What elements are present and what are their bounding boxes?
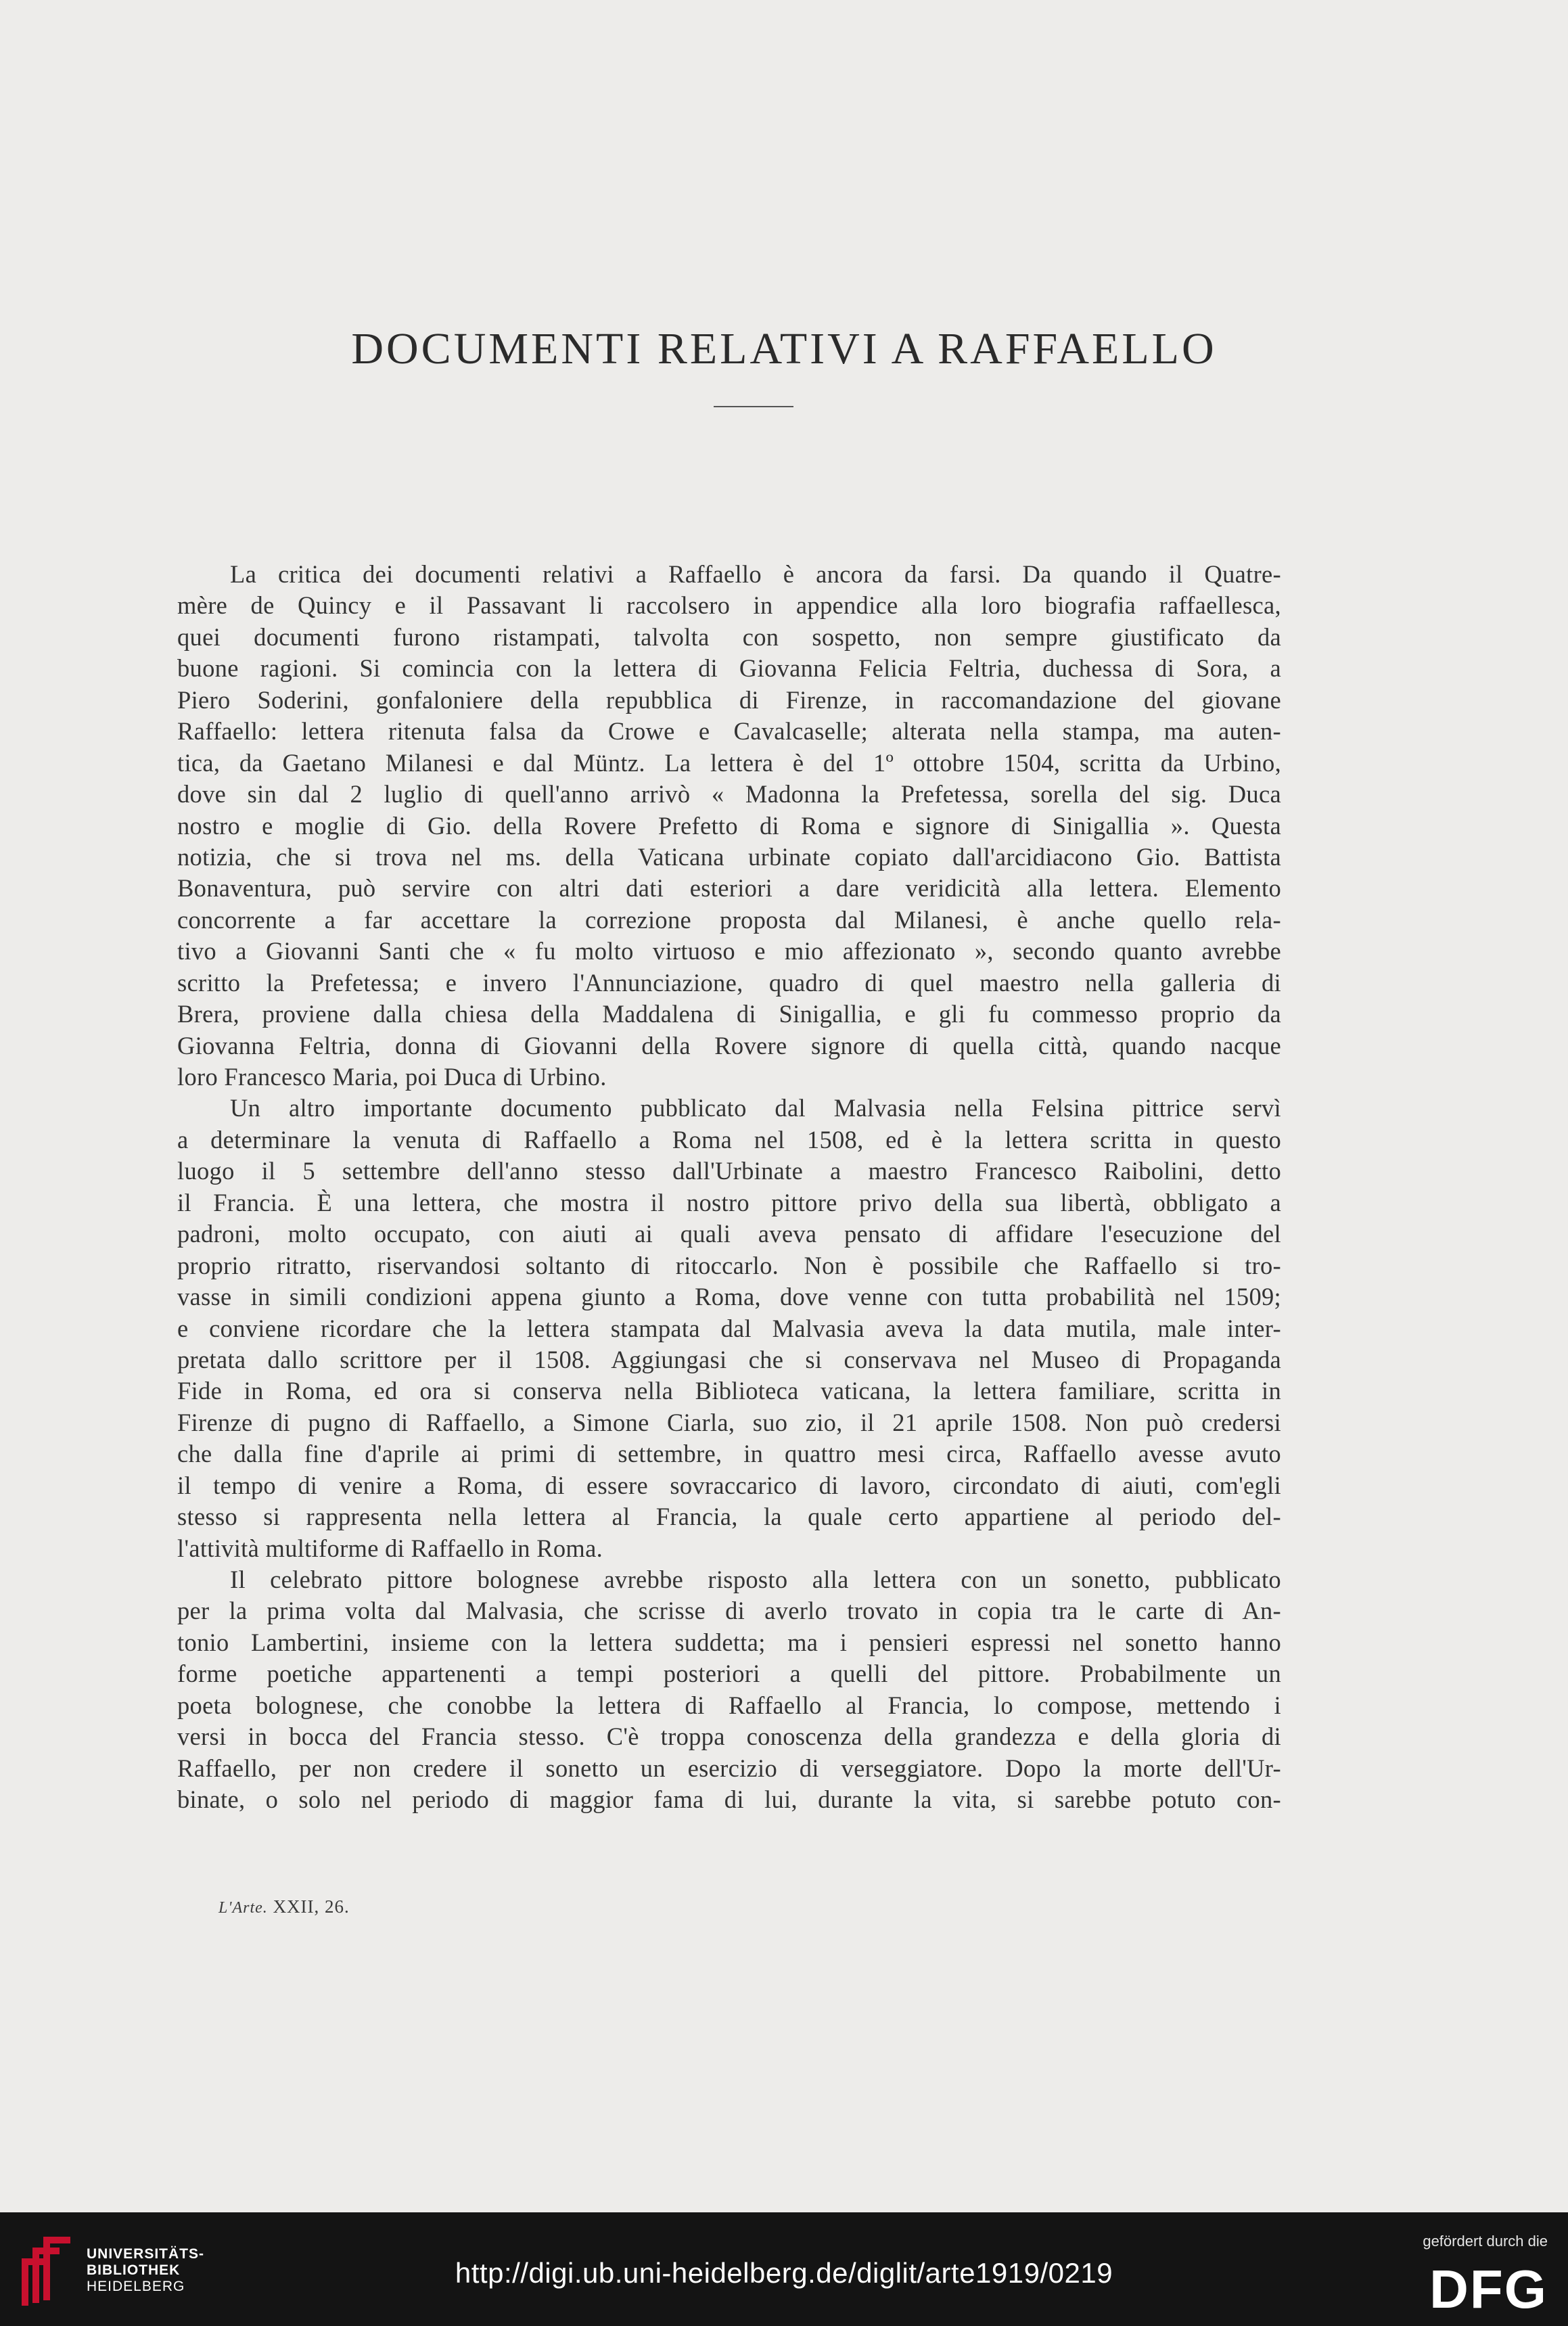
text-line: notizia, che si trova nel ms. della Vaticana urbinate copiato dall'arcidiacono Gio. Battista [177, 842, 1281, 871]
text-line: Fide in Roma, ed ora si conserva nella Biblioteca vaticana, la lettera familiare, scritta in [177, 1377, 1281, 1405]
text-line: Bonaventura, può servire con altri dati esteriori a dare veridicità alla lettera. Elemento [177, 874, 1281, 903]
text-line: che dalla fine d'aprile ai primi di settembre, in quattro mesi circa, Raffaello avesse avuto [177, 1440, 1281, 1468]
text-line: Firenze di pugno di Raffaello, a Simone Ciarla, suo zio, il 21 aprile 1508. Non può credersi [177, 1408, 1281, 1436]
text-line: dove sin dal 2 luglio di quell'anno arrivò « Madonna la Prefetessa, sorella del sig. Duca [177, 780, 1281, 808]
text-line: Raffaello: lettera ritenuta falsa da Crowe e Cavalcaselle; alterata nella stampa, ma auten- [177, 717, 1281, 746]
dfg-logo: DFG [1429, 2259, 1548, 2319]
text-line: padroni, molto occupato, con aiuti ai quali aveva pensato di affidare l'esecuzione del [177, 1220, 1281, 1248]
title-rule [714, 406, 793, 407]
page-title: DOCUMENTI RELATIVI A RAFFAELLO [351, 324, 1217, 373]
text-line: tica, da Gaetano Milanesi e dal Müntz. La lettera è del 1º ottobre 1504, scritta da Urbino, [177, 748, 1281, 777]
text-line: il tempo di venire a Roma, di essere sovraccarico di lavoro, circondato di aiuti, com'egli [177, 1471, 1281, 1499]
text-line: tonio Lambertini, insieme con la lettera suddetta; ma i pensieri espressi nel sonetto hanno [177, 1628, 1281, 1656]
permalink-url[interactable]: http://digi.ub.uni-heidelberg.de/diglit/arte1919/0219 [455, 2257, 1113, 2289]
journal-name: L'Arte. [218, 1899, 268, 1917]
text-line: concorrente a far accettare la correzione proposta dal Milanesi, è anche quello rela- [177, 905, 1281, 934]
text-line: Un altro importante documento pubblicato dal Malvasia nella Felsina pittrice servì [230, 1094, 1281, 1122]
text-line: loro Francesco Maria, poi Duca di Urbino. [177, 1063, 607, 1091]
text-line: luogo il 5 settembre dell'anno stesso dall'Urbinate a maestro Francesco Raibolini, detto [177, 1157, 1281, 1185]
text-line: l'attività multiforme di Raffaello in Roma. [177, 1534, 603, 1562]
journal-volume: XXII, 26. [273, 1896, 350, 1917]
text-line: quei documenti furono ristampati, talvolta con sospetto, non sempre giustificato da [177, 622, 1281, 651]
digitization-banner [0, 2212, 1568, 2326]
text-line: Giovanna Feltria, donna di Giovanni della Rovere signore di quella città, quando nacque [177, 1031, 1281, 1059]
text-line: poeta bolognese, che conobbe la lettera di Raffaello al Francia, lo compose, mettendo i [177, 1691, 1281, 1719]
text-line: pretata dallo scrittore per il 1508. Aggiungasi che si conservava nel Museo di Propaganda [177, 1345, 1281, 1373]
text-line: e conviene ricordare che la lettera stampata dal Malvasia aveva la data mutila, male inter- [177, 1314, 1281, 1342]
text-line: La critica dei documenti relativi a Raffaello è ancora da farsi. Da quando il Quatre- [230, 560, 1281, 588]
text-line: binate, o solo nel periodo di maggior fama di lui, durante la vita, si sarebbe potuto con- [177, 1785, 1281, 1814]
text-line: per la prima volta dal Malvasia, che scrisse di averlo trovato in copia tra le carte di An- [177, 1597, 1281, 1625]
text-line: versi in bocca del Francia stesso. C'è troppa conoscenza della grandezza e della gloria di [177, 1723, 1281, 1751]
funding-note: gefördert durch die [1423, 2233, 1548, 2250]
text-line: scritto la Prefetessa; e invero l'Annunciazione, quadro di quel maestro nella galleria di [177, 968, 1281, 997]
signature-mark [218, 1896, 350, 1917]
text-line: vasse in simili condizioni appena giunto a Roma, dove venne con tutta probabilità nel 1509; [177, 1283, 1281, 1311]
body-text [177, 559, 1281, 1816]
text-line: a determinare la venuta di Raffaello a Roma nel 1508, ed è la lettera scritta in questo [177, 1125, 1281, 1154]
text-line: il Francia. È una lettera, che mostra il nostro pittore privo della sua libertà, obbligato a [177, 1188, 1281, 1216]
text-line: Il celebrato pittore bolognese avrebbe risposto alla lettera con un sonetto, pubblicato [230, 1566, 1281, 1593]
text-line: buone ragioni. Si comincia con la lettera di Giovanna Felicia Feltria, duchessa di Sora, a [177, 654, 1281, 683]
library-name: UNIVERSITÄTS- BIBLIOTHEK HEIDELBERG [87, 2246, 205, 2294]
text-line: tivo a Giovanni Santi che « fu molto virtuoso e mio affezionato », secondo quanto avrebbe [177, 937, 1281, 965]
text-line: mère de Quincy e il Passavant li raccolsero in appendice alla loro biografia raffaellesca, [177, 591, 1281, 620]
text-line: nostro e moglie di Gio. della Rovere Prefetto di Roma e signore di Sinigallia ». Questa [177, 811, 1281, 840]
text-line: Brera, proviene dalla chiesa della Maddalena di Sinigallia, e gli fu commesso proprio da [177, 1000, 1281, 1028]
text-line: proprio ritratto, riservandosi soltanto di ritoccarlo. Non è possibile che Raffaello si tro- [177, 1251, 1281, 1279]
text-line: Piero Soderini, gonfaloniere della repubblica di Firenze, in raccomandazione del giovane [177, 685, 1281, 714]
text-line: stesso si rappresenta nella lettera al Francia, la quale certo appartiene al periodo del- [177, 1503, 1281, 1531]
text-line: Raffaello, per non credere il sonetto un esercizio di verseggiatore. Dopo la morte dell'Ur- [177, 1754, 1281, 1782]
text-line: forme poetiche appartenenti a tempi posteriori a quelli del pittore. Probabilmente un [177, 1660, 1281, 1688]
